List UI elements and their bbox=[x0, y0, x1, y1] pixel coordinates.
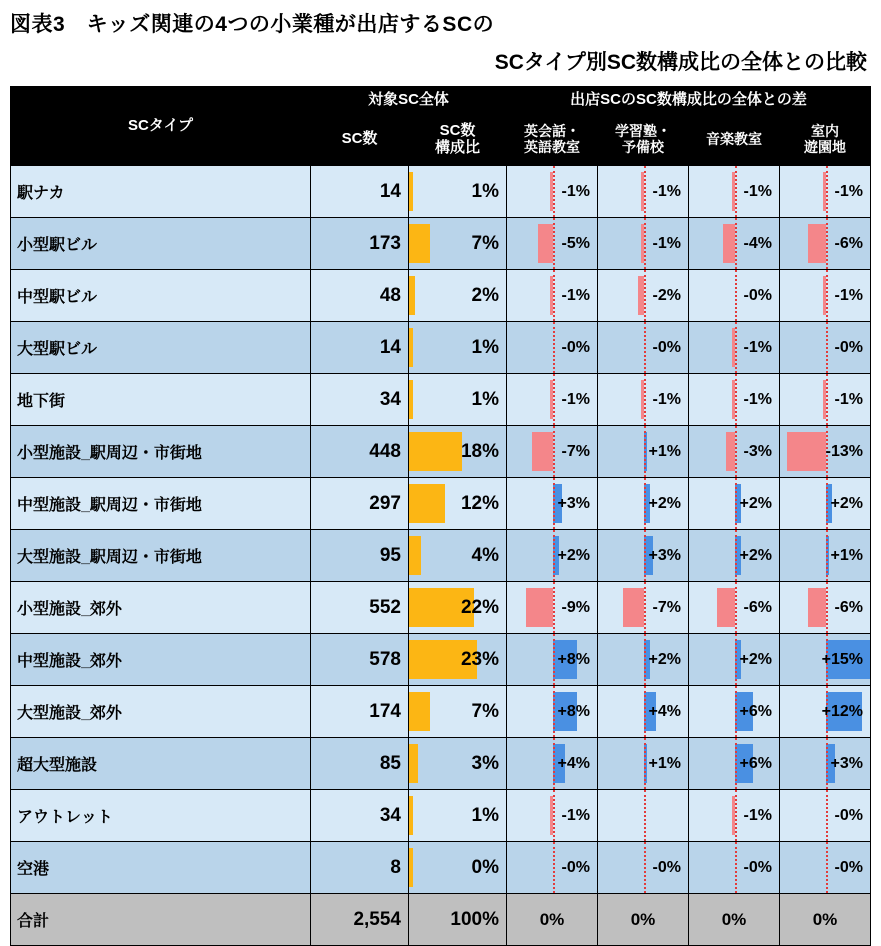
total-sc-count: 2,554 bbox=[311, 894, 409, 946]
share-bar bbox=[409, 432, 462, 471]
cell-sc-count: 85 bbox=[311, 738, 409, 790]
cell-diff-cram bbox=[598, 270, 689, 322]
cell-diff-english bbox=[507, 790, 598, 842]
zero-line bbox=[826, 374, 828, 425]
table-row bbox=[11, 270, 871, 322]
share-bar bbox=[409, 536, 421, 575]
diff-value: -1% bbox=[561, 286, 590, 304]
row-label: 大型施設_駅周辺・市街地 bbox=[11, 530, 311, 582]
row-label: 中型施設_郊外 bbox=[11, 634, 311, 686]
table-body bbox=[11, 166, 871, 946]
negative-bar bbox=[808, 588, 826, 627]
zero-line bbox=[644, 270, 646, 321]
cell-sc-share bbox=[409, 166, 507, 218]
diff-value: +2% bbox=[739, 494, 772, 512]
header-sc-share-line2: 構成比 bbox=[434, 139, 480, 156]
diff-value: -0% bbox=[834, 858, 863, 876]
cell-diff-cram bbox=[598, 322, 689, 374]
zero-line bbox=[553, 270, 555, 321]
zero-line bbox=[735, 790, 737, 841]
diff-value: +6% bbox=[739, 754, 772, 772]
table-row-total bbox=[11, 894, 871, 946]
cell-diff-indoor bbox=[780, 530, 871, 582]
share-value: 22% bbox=[460, 596, 499, 618]
cell-sc-count: 297 bbox=[311, 478, 409, 530]
negative-bar bbox=[723, 224, 735, 263]
cell-diff-cram bbox=[598, 530, 689, 582]
diff-value: +1% bbox=[648, 754, 681, 772]
cell-diff-music bbox=[689, 842, 780, 894]
diff-value: +4% bbox=[557, 754, 590, 772]
header-diff-english-l1: 英会話・ bbox=[524, 122, 580, 139]
cell-diff-indoor bbox=[780, 478, 871, 530]
diff-value: +2% bbox=[739, 546, 772, 564]
diff-value: -1% bbox=[561, 390, 590, 408]
cell-sc-count: 174 bbox=[311, 686, 409, 738]
cell-diff-indoor bbox=[780, 322, 871, 374]
zero-line bbox=[644, 530, 646, 581]
cell-sc-count: 34 bbox=[311, 374, 409, 426]
zero-line bbox=[735, 842, 737, 893]
zero-line bbox=[553, 166, 555, 217]
title-line-2: SCタイプ別SC数構成比の全体との比較 bbox=[494, 51, 867, 74]
cell-diff-cram bbox=[598, 842, 689, 894]
cell-diff-cram bbox=[598, 790, 689, 842]
cell-diff-indoor bbox=[780, 738, 871, 790]
diff-value: -6% bbox=[743, 598, 772, 616]
cell-diff-english bbox=[507, 426, 598, 478]
cell-sc-share bbox=[409, 478, 507, 530]
diff-value: -0% bbox=[561, 338, 590, 356]
diff-value: -1% bbox=[743, 182, 772, 200]
negative-bar bbox=[787, 432, 826, 471]
cell-diff-music bbox=[689, 530, 780, 582]
cell-diff-indoor bbox=[780, 426, 871, 478]
header-diff-cram bbox=[598, 113, 689, 166]
zero-line bbox=[644, 478, 646, 529]
figure-title bbox=[0, 0, 881, 80]
diff-value: -1% bbox=[652, 390, 681, 408]
diff-value: -0% bbox=[834, 806, 863, 824]
diff-value: +3% bbox=[830, 754, 863, 772]
zero-line bbox=[644, 582, 646, 633]
diff-value: -1% bbox=[743, 806, 772, 824]
cell-sc-share bbox=[409, 218, 507, 270]
cell-diff-cram bbox=[598, 374, 689, 426]
zero-line bbox=[553, 790, 555, 841]
zero-line bbox=[553, 842, 555, 893]
cell-diff-music bbox=[689, 426, 780, 478]
diff-value: -0% bbox=[561, 858, 590, 876]
diff-value: -6% bbox=[834, 598, 863, 616]
cell-diff-music bbox=[689, 374, 780, 426]
share-value: 2% bbox=[471, 284, 499, 306]
zero-line bbox=[553, 634, 555, 685]
row-label: 中型駅ビル bbox=[11, 270, 311, 322]
row-label: 中型施設_駅周辺・市街地 bbox=[11, 478, 311, 530]
cell-diff-english bbox=[507, 582, 598, 634]
diff-value: -1% bbox=[561, 806, 590, 824]
zero-line bbox=[644, 790, 646, 841]
cell-diff-indoor bbox=[780, 842, 871, 894]
header-sc-count: SC数 bbox=[311, 113, 409, 166]
table-row bbox=[11, 582, 871, 634]
diff-value: +3% bbox=[557, 494, 590, 512]
header-diff-english bbox=[507, 113, 598, 166]
cell-sc-share bbox=[409, 426, 507, 478]
table-row bbox=[11, 426, 871, 478]
share-value: 23% bbox=[460, 648, 499, 670]
table-row bbox=[11, 218, 871, 270]
share-bar bbox=[409, 848, 413, 887]
row-label: 空港 bbox=[11, 842, 311, 894]
cell-diff-english bbox=[507, 478, 598, 530]
diff-value: +2% bbox=[557, 546, 590, 564]
share-bar bbox=[409, 224, 430, 263]
share-value: 1% bbox=[471, 804, 499, 826]
cell-diff-cram bbox=[598, 218, 689, 270]
cell-sc-share bbox=[409, 374, 507, 426]
diff-value: +8% bbox=[557, 650, 590, 668]
zero-line bbox=[826, 738, 828, 789]
header-group-all-sc: 対象SC全体 bbox=[311, 87, 507, 113]
zero-line bbox=[553, 478, 555, 529]
diff-value: +8% bbox=[557, 702, 590, 720]
cell-sc-share bbox=[409, 738, 507, 790]
total-sc-share: 100% bbox=[409, 894, 507, 946]
header-diff-music-l1: 音楽教室 bbox=[706, 130, 762, 147]
cell-sc-share bbox=[409, 270, 507, 322]
cell-sc-share bbox=[409, 686, 507, 738]
diff-value: -9% bbox=[561, 598, 590, 616]
share-bar bbox=[409, 380, 413, 419]
zero-line bbox=[826, 166, 828, 217]
share-value: 1% bbox=[471, 180, 499, 202]
table-row bbox=[11, 478, 871, 530]
header-diff-music bbox=[689, 113, 780, 166]
diff-value: -1% bbox=[834, 182, 863, 200]
share-value: 18% bbox=[460, 440, 499, 462]
cell-diff-indoor bbox=[780, 270, 871, 322]
diff-value: -0% bbox=[652, 338, 681, 356]
diff-value: -0% bbox=[743, 858, 772, 876]
negative-bar bbox=[623, 588, 644, 627]
negative-bar bbox=[808, 224, 826, 263]
zero-line bbox=[553, 218, 555, 269]
zero-line bbox=[735, 322, 737, 373]
sc-comparison-table bbox=[10, 86, 871, 946]
table-row bbox=[11, 686, 871, 738]
table-header bbox=[11, 87, 871, 166]
zero-line bbox=[553, 426, 555, 477]
zero-line bbox=[735, 634, 737, 685]
diff-value: +2% bbox=[648, 494, 681, 512]
zero-line bbox=[644, 634, 646, 685]
diff-value: +15% bbox=[821, 650, 863, 668]
table-row bbox=[11, 842, 871, 894]
header-diff-indoor-l1: 室内 bbox=[811, 122, 839, 139]
table-row bbox=[11, 738, 871, 790]
diff-value: +4% bbox=[648, 702, 681, 720]
zero-line bbox=[735, 530, 737, 581]
zero-line bbox=[553, 374, 555, 425]
zero-line bbox=[735, 582, 737, 633]
cell-diff-cram bbox=[598, 634, 689, 686]
share-value: 7% bbox=[471, 232, 499, 254]
title-line-1: 図表3 キッズ関連の4つの小業種が出店するSCの bbox=[10, 13, 495, 36]
table-row bbox=[11, 530, 871, 582]
zero-line bbox=[553, 738, 555, 789]
row-label: 小型施設_駅周辺・市街地 bbox=[11, 426, 311, 478]
header-diff-indoor bbox=[780, 113, 871, 166]
cell-diff-english bbox=[507, 166, 598, 218]
diff-value: +2% bbox=[648, 650, 681, 668]
share-bar bbox=[409, 172, 413, 211]
share-value: 12% bbox=[460, 492, 499, 514]
table-row bbox=[11, 166, 871, 218]
cell-diff-indoor bbox=[780, 790, 871, 842]
cell-diff-music bbox=[689, 790, 780, 842]
row-label: 小型施設_郊外 bbox=[11, 582, 311, 634]
row-label: 大型施設_郊外 bbox=[11, 686, 311, 738]
cell-sc-count: 34 bbox=[311, 790, 409, 842]
zero-line bbox=[826, 530, 828, 581]
row-label: 大型駅ビル bbox=[11, 322, 311, 374]
diff-value: -1% bbox=[652, 234, 681, 252]
cell-diff-english bbox=[507, 686, 598, 738]
cell-sc-count: 173 bbox=[311, 218, 409, 270]
cell-sc-share bbox=[409, 582, 507, 634]
cell-diff-indoor bbox=[780, 582, 871, 634]
share-value: 7% bbox=[471, 700, 499, 722]
diff-value: +1% bbox=[648, 442, 681, 460]
zero-line bbox=[644, 842, 646, 893]
zero-line bbox=[735, 686, 737, 737]
diff-value: +2% bbox=[830, 494, 863, 512]
zero-line bbox=[644, 686, 646, 737]
cell-diff-music bbox=[689, 478, 780, 530]
cell-sc-share bbox=[409, 634, 507, 686]
share-value: 1% bbox=[471, 336, 499, 358]
header-sc-share-line1: SC数 bbox=[439, 121, 476, 139]
negative-bar bbox=[726, 432, 735, 471]
row-label: 地下街 bbox=[11, 374, 311, 426]
cell-diff-cram bbox=[598, 166, 689, 218]
cell-sc-count: 448 bbox=[311, 426, 409, 478]
header-sc-share bbox=[409, 113, 507, 166]
zero-line bbox=[735, 738, 737, 789]
cell-diff-indoor bbox=[780, 634, 871, 686]
share-value: 4% bbox=[471, 544, 499, 566]
zero-line bbox=[826, 322, 828, 373]
cell-diff-cram bbox=[598, 738, 689, 790]
zero-line bbox=[826, 790, 828, 841]
diff-value: -7% bbox=[561, 442, 590, 460]
cell-diff-english bbox=[507, 842, 598, 894]
diff-value: -0% bbox=[743, 286, 772, 304]
cell-diff-music bbox=[689, 634, 780, 686]
cell-sc-count: 8 bbox=[311, 842, 409, 894]
total-diff-music: 0% bbox=[689, 894, 780, 946]
diff-value: -1% bbox=[834, 286, 863, 304]
cell-diff-music bbox=[689, 686, 780, 738]
zero-line bbox=[644, 166, 646, 217]
zero-line bbox=[644, 322, 646, 373]
share-bar bbox=[409, 484, 445, 523]
header-diff-cram-l1: 学習塾・ bbox=[615, 122, 671, 139]
cell-diff-music bbox=[689, 582, 780, 634]
diff-value: -1% bbox=[652, 182, 681, 200]
total-diff-cram: 0% bbox=[598, 894, 689, 946]
cell-diff-cram bbox=[598, 582, 689, 634]
zero-line bbox=[735, 426, 737, 477]
diff-value: -0% bbox=[652, 858, 681, 876]
zero-line bbox=[644, 218, 646, 269]
header-diff-indoor-l2: 遊園地 bbox=[804, 139, 846, 155]
cell-sc-count: 48 bbox=[311, 270, 409, 322]
cell-diff-cram bbox=[598, 686, 689, 738]
cell-sc-share bbox=[409, 530, 507, 582]
diff-value: -4% bbox=[743, 234, 772, 252]
zero-line bbox=[644, 426, 646, 477]
diff-value: -3% bbox=[743, 442, 772, 460]
cell-diff-cram bbox=[598, 426, 689, 478]
header-diff-english-l2: 英語教室 bbox=[524, 139, 580, 155]
diff-value: -1% bbox=[834, 390, 863, 408]
diff-value: -7% bbox=[652, 598, 681, 616]
cell-diff-indoor bbox=[780, 374, 871, 426]
diff-value: +12% bbox=[821, 702, 863, 720]
cell-diff-english bbox=[507, 270, 598, 322]
negative-bar bbox=[538, 224, 553, 263]
diff-value: -0% bbox=[834, 338, 863, 356]
diff-value: +1% bbox=[830, 546, 863, 564]
table-row bbox=[11, 634, 871, 686]
cell-diff-music bbox=[689, 166, 780, 218]
share-value: 1% bbox=[471, 388, 499, 410]
diff-value: +2% bbox=[739, 650, 772, 668]
row-label: 駅ナカ bbox=[11, 166, 311, 218]
negative-bar bbox=[526, 588, 553, 627]
cell-diff-english bbox=[507, 634, 598, 686]
diff-value: -6% bbox=[834, 234, 863, 252]
zero-line bbox=[553, 582, 555, 633]
negative-bar bbox=[532, 432, 553, 471]
zero-line bbox=[735, 270, 737, 321]
row-label: 小型駅ビル bbox=[11, 218, 311, 270]
zero-line bbox=[735, 166, 737, 217]
cell-sc-count: 552 bbox=[311, 582, 409, 634]
cell-sc-count: 14 bbox=[311, 322, 409, 374]
diff-value: -2% bbox=[652, 286, 681, 304]
header-group-diff: 出店SCのSC数構成比の全体との差 bbox=[507, 87, 871, 113]
cell-diff-music bbox=[689, 218, 780, 270]
share-value: 3% bbox=[471, 752, 499, 774]
table-row bbox=[11, 374, 871, 426]
cell-diff-indoor bbox=[780, 686, 871, 738]
diff-value: -1% bbox=[561, 182, 590, 200]
zero-line bbox=[826, 842, 828, 893]
cell-sc-count: 95 bbox=[311, 530, 409, 582]
zero-line bbox=[553, 530, 555, 581]
zero-line bbox=[826, 218, 828, 269]
cell-diff-english bbox=[507, 530, 598, 582]
cell-diff-english bbox=[507, 218, 598, 270]
header-sc-type: SCタイプ bbox=[11, 87, 311, 166]
diff-value: +3% bbox=[648, 546, 681, 564]
table-row bbox=[11, 790, 871, 842]
share-bar bbox=[409, 276, 415, 315]
cell-sc-share bbox=[409, 842, 507, 894]
table-row bbox=[11, 322, 871, 374]
cell-sc-count: 14 bbox=[311, 166, 409, 218]
share-bar bbox=[409, 328, 413, 367]
row-label: 超大型施設 bbox=[11, 738, 311, 790]
cell-diff-english bbox=[507, 738, 598, 790]
diff-value: -13% bbox=[825, 442, 863, 460]
zero-line bbox=[826, 478, 828, 529]
cell-sc-count: 578 bbox=[311, 634, 409, 686]
negative-bar bbox=[717, 588, 735, 627]
cell-diff-cram bbox=[598, 478, 689, 530]
diff-value: +6% bbox=[739, 702, 772, 720]
cell-diff-music bbox=[689, 738, 780, 790]
zero-line bbox=[553, 686, 555, 737]
share-bar bbox=[409, 796, 413, 835]
zero-line bbox=[735, 218, 737, 269]
cell-diff-english bbox=[507, 374, 598, 426]
cell-diff-english bbox=[507, 322, 598, 374]
zero-line bbox=[644, 374, 646, 425]
zero-line bbox=[644, 738, 646, 789]
zero-line bbox=[735, 374, 737, 425]
cell-diff-indoor bbox=[780, 218, 871, 270]
total-diff-english: 0% bbox=[507, 894, 598, 946]
cell-diff-music bbox=[689, 322, 780, 374]
diff-value: -1% bbox=[743, 390, 772, 408]
header-diff-cram-l2: 予備校 bbox=[622, 139, 664, 155]
share-value: 0% bbox=[471, 856, 499, 878]
cell-diff-indoor bbox=[780, 166, 871, 218]
zero-line bbox=[826, 270, 828, 321]
zero-line bbox=[735, 478, 737, 529]
total-label: 合計 bbox=[11, 894, 311, 946]
zero-line bbox=[553, 322, 555, 373]
share-bar bbox=[409, 744, 418, 783]
cell-sc-share bbox=[409, 322, 507, 374]
row-label: アウトレット bbox=[11, 790, 311, 842]
total-diff-indoor: 0% bbox=[780, 894, 871, 946]
share-bar bbox=[409, 692, 430, 731]
cell-diff-music bbox=[689, 270, 780, 322]
cell-sc-share bbox=[409, 790, 507, 842]
diff-value: -5% bbox=[561, 234, 590, 252]
diff-value: -1% bbox=[743, 338, 772, 356]
zero-line bbox=[826, 582, 828, 633]
